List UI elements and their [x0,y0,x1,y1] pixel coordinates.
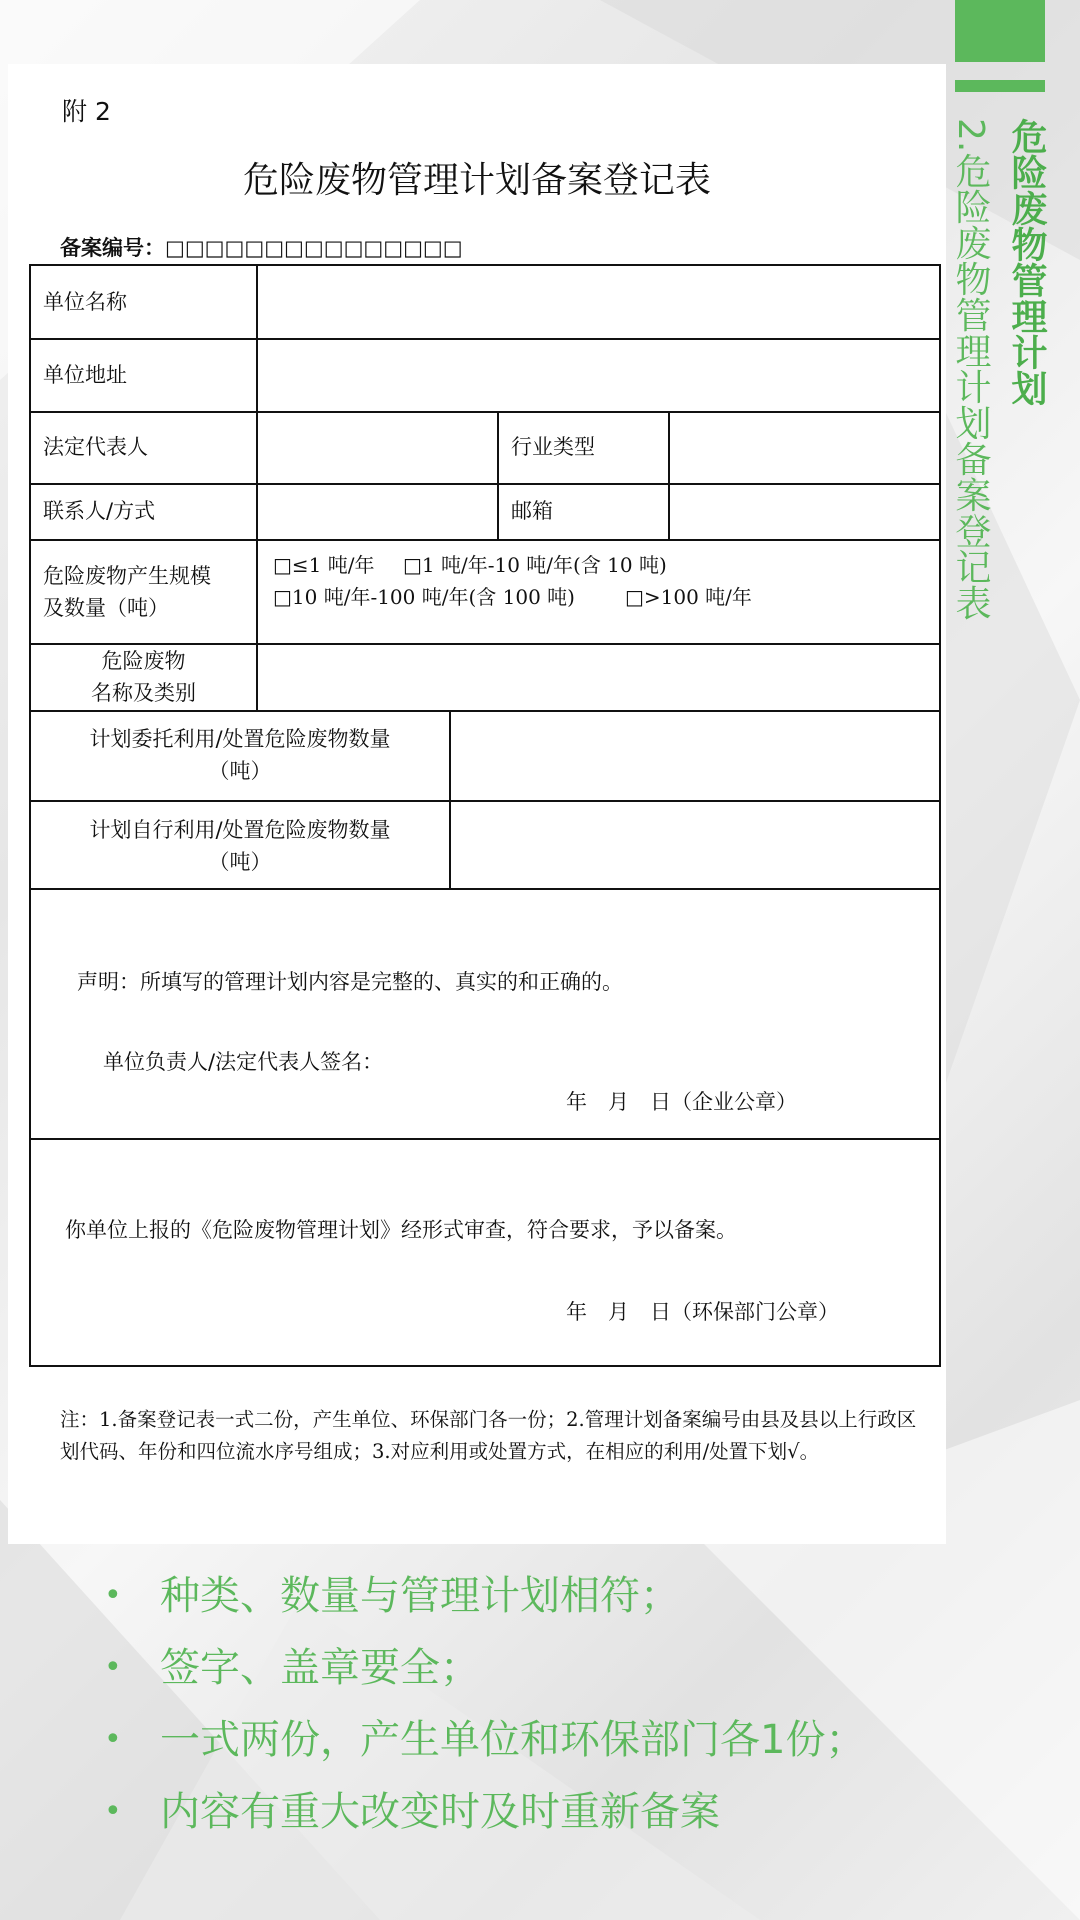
form-note: 注：1.备案登记表一式二份，产生单位、环保部门各一份；2.管理计划备案编号由县及县以上行政区划代码、年份和四位流水序号组成；3.对应利用或处置方式，在相应的利用/处置下划√。 [60,1408,917,1463]
accent-block [955,0,1045,62]
signature-label: 单位负责人/法定代表人签名： [103,1050,384,1074]
row-divider [31,483,939,485]
list-item [104,1776,865,1848]
row-divider [31,710,939,712]
bullet-icon: • [104,1794,122,1829]
row-divider [31,411,939,413]
scale-option-3: □10 吨/年-100 吨/年(含 100 吨) [273,585,575,609]
list-item [104,1632,865,1704]
row-divider [31,1138,939,1140]
scale-option-4: □>100 吨/年 [625,585,752,609]
unit-name-label: 单位名称 [43,290,127,314]
contact-label: 联系人/方式 [43,499,156,523]
env-seal-date: 年 月 日（环保部门公章） [566,1300,839,1324]
declaration-text: 声明：所填写的管理计划内容是完整的、真实的和正确的。 [77,970,623,994]
waste-name-label-line1: 危险废物 [101,649,186,673]
entrust-quantity-label-line2: （吨） [208,759,272,783]
row-divider [31,643,939,645]
row-divider [31,338,939,340]
row-divider [31,888,939,890]
registration-number [60,232,463,262]
col-divider [449,710,451,888]
col-divider [497,411,499,539]
list-item-text: 签字、盖章要全； [160,1645,480,1691]
attachment-label: 附 2 [62,97,111,126]
side-subtitle: 2.危险废物管理计划备案登记表 [950,118,991,621]
waste-name-label-line2: 名称及类别 [91,681,196,705]
form-table [29,264,941,1367]
email-label: 邮箱 [511,499,553,523]
industry-type-label: 行业类型 [511,435,595,459]
form-title: 危险废物管理计划备案登记表 [242,160,711,201]
row-divider [31,539,939,541]
approval-text: 你单位上报的《危险废物管理计划》经形式审查，符合要求，予以备案。 [65,1218,737,1242]
entrust-quantity-label-line1: 计划委托利用/处置危险废物数量 [89,727,391,751]
self-quantity-label-line1: 计划自行利用/处置危险废物数量 [89,818,391,842]
list-item-text: 种类、数量与管理计划相符； [160,1573,680,1619]
registration-form-document [8,64,946,1544]
registration-number-label: 备案编号： [60,236,165,260]
scale-label-line2: 及数量（吨） [43,596,169,620]
registration-number-boxes: □□□□□□□□□□□□□□□ [165,236,463,260]
requirements-list [104,1560,865,1848]
list-item-text: 一式两份，产生单位和环保部门各1份； [160,1717,866,1763]
scale-option-2: □1 吨/年-10 吨/年(含 10 吨) [403,553,667,577]
col-divider [256,266,258,710]
list-item-text: 内容有重大改变时及时重新备案 [160,1789,720,1835]
legal-rep-label: 法定代表人 [43,435,148,459]
self-quantity-label-line2: （吨） [208,850,272,874]
list-item [104,1704,865,1776]
scale-label-line1: 危险废物产生规模 [43,564,211,588]
bullet-icon: • [104,1578,122,1613]
bullet-icon: • [104,1722,122,1757]
side-title: 危险废物管理计划 [1006,118,1047,406]
scale-option-1: □≤1 吨/年 [273,553,375,577]
row-divider [31,800,939,802]
accent-bar [955,80,1045,92]
list-item [104,1560,865,1632]
bullet-icon: • [104,1650,122,1685]
col-divider [668,411,670,539]
company-seal-date: 年 月 日（企业公章） [566,1090,797,1114]
unit-address-label: 单位地址 [43,363,127,387]
